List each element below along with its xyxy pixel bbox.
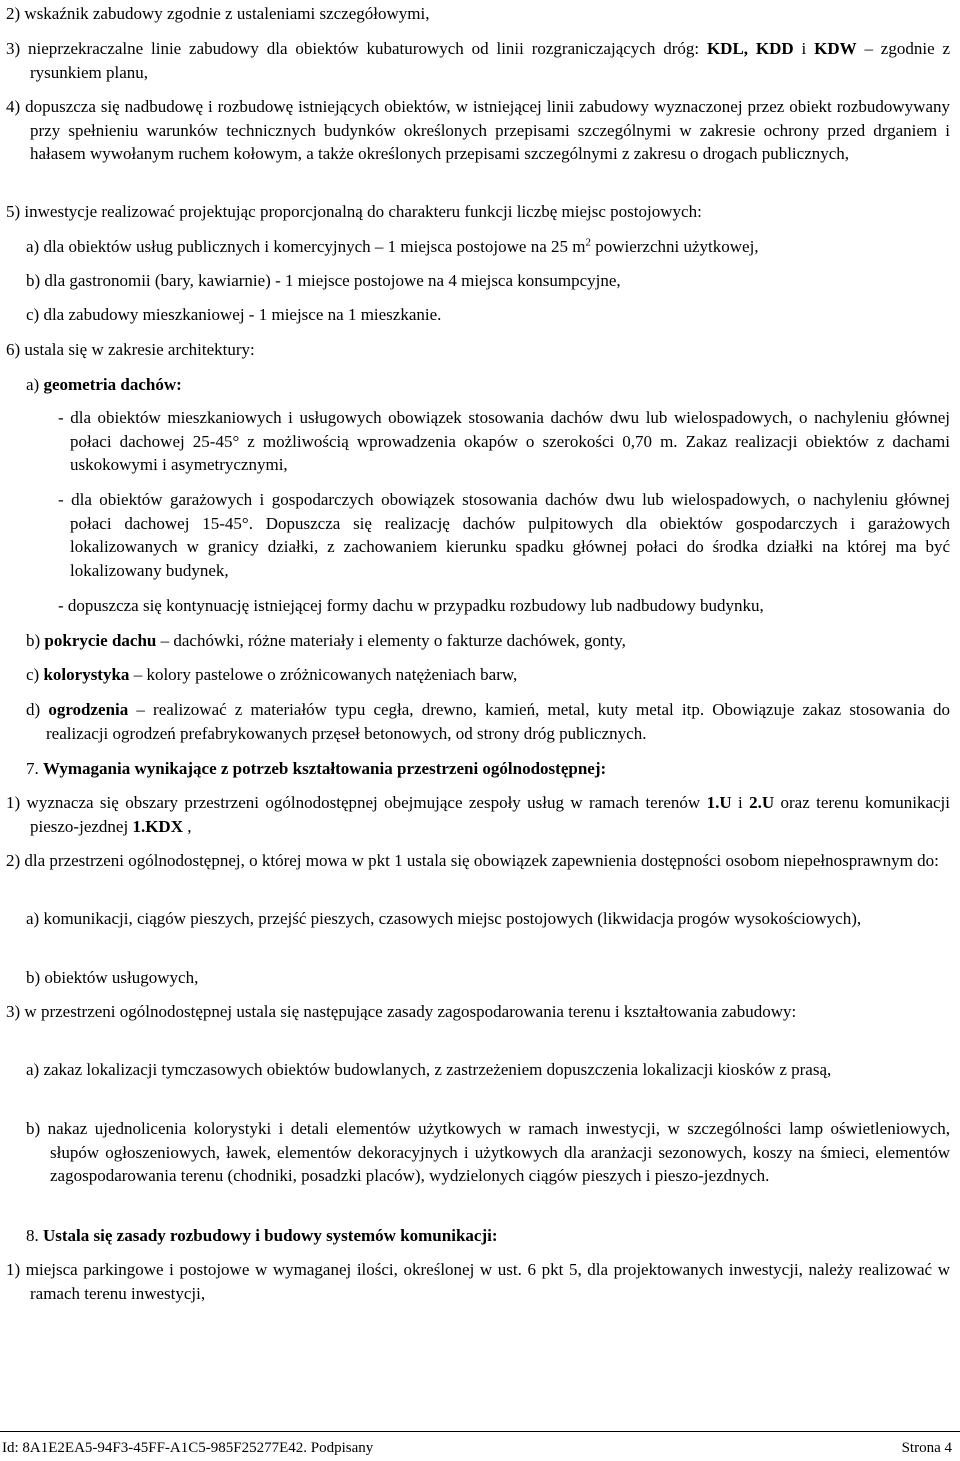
item-5a: a) dla obiektów usług publicznych i komercyjnych – 1 miejsca postojowe na 25 $m^2$ powierzchni użytkowej, [26, 236, 759, 256]
item-7-3: 3) w przestrzeni ogólnodostępnej ustala się następujące zasady zagospodarowania terenu i kształtowania zabudowy: [6, 1002, 797, 1021]
item-6c: c) kolorystyka – kolory pastelowe o zróżnicowanych natężeniach barw, [26, 665, 518, 684]
heading-7: 7. Wymagania wynikające z potrzeb kształtowania przestrzeni ogólnodostępnej: [26, 759, 607, 778]
item-8-1: 1) miejsca parkingowe i postojowe w wymaganej ilości, określonej w ust. 6 pkt 5, dla projektowanych inwestycji, należy realizować w ramach terenu inwestycji, [6, 1260, 950, 1303]
item-6a: a) geometria dachów: [26, 375, 182, 394]
item-7-1: 1) wyznacza się obszary przestrzeni ogólnodostępnej obejmujące zespoły usług w ramach terenów 1.U i 2.U oraz terenu komunikacji pieszo-jezdnej 1.KDX , [6, 793, 950, 836]
item-5b: b) dla gastronomii (bary, kawiarnie) - 1 miejsce postojowe na 4 miejsca konsumpcyjne, [26, 271, 621, 290]
item-3: 3) nieprzekraczalne linie zabudowy dla obiektów kubaturowych od linii rozgraniczających dróg: KDL, KDD i KDW – zgodnie z rysunkiem planu, [6, 39, 951, 82]
footer-divider [0, 1431, 960, 1432]
item-5c: c) dla zabudowy mieszkaniowej - 1 miejsce na 1 mieszkanie. [26, 305, 442, 324]
item-6: 6) ustala się w zakresie architektury: [6, 340, 255, 359]
item-7-2b: b) obiektów usługowych, [26, 968, 199, 987]
heading-8: 8. Ustala się zasady rozbudowy i budowy systemów komunikacji: [26, 1226, 498, 1245]
item-2: 2) wskaźnik zabudowy zgodnie z ustaleniami szczegółowymi, [6, 4, 430, 23]
footer-page-number: Strona 4 [901, 1440, 952, 1456]
item-6a-roof-garage: - dla obiektów garażowych i gospodarczych obowiązek stosowania dachów dwu lub wielospadowych, o nachyleniu głównej połaci dachowej 15-45°. Dopuszcza się realizację dachów pulpitowych dla obiektów gospodarczych i garażowych lokalizowanych w granicy działki, z zachowaniem kierunku spadku głównej połaci do środka działki na której ma być lokalizowany budynek, [58, 490, 950, 580]
item-6a-roof-continuation: - dopuszcza się kontynuację istniejącej formy dachu w przypadku rozbudowy lub nadbudowy budynku, [58, 596, 764, 615]
item-5: 5) inwestycje realizować projektując proporcjonalną do charakteru funkcji liczbę miejsc postojowych: [6, 202, 702, 221]
item-4: 4) dopuszcza się nadbudowę i rozbudowę istniejących obiektów, w istniejącej linii zabudowy wyznaczonej przez obiekt rozbudowywany przy spełnieniu warunków technicznych budynków określonych przepisami szczególnymi w zakresie ochrony przed drganiem i hałasem wywołanym ruchem kołowym, a także określonych przepisami szczególnymi z zakresu o drogach publicznych, [6, 97, 950, 163]
item-6b: b) pokrycie dachu – dachówki, różne materiały i elementy o fakturze dachówek, gonty, [26, 631, 626, 650]
item-7-3a: a) zakaz lokalizacji tymczasowych obiektów budowlanych, z zastrzeżeniem dopuszczenia lokalizacji kiosków z prasą, [26, 1060, 832, 1079]
item-6d: d) ogrodzenia – realizować z materiałów typu cegła, drewno, kamień, metal, kuty metal itp. Obowiązuje zakaz stosowania do realizacji ogrodzeń prefabrykowanych przęseł betonowych, od strony dróg publicznych. [26, 700, 951, 743]
item-7-2: 2) dla przestrzeni ogólnodostępnej, o której mowa w pkt 1 ustala się obowiązek zapewnienia dostępności osobom niepełnosprawnym do: [6, 851, 939, 870]
footer-document-id: Id: 8A1E2EA5-94F3-45FF-A1C5-985F25277E42. Podpisany [2, 1440, 374, 1456]
item-7-3b: b) nakaz ujednolicenia kolorystyki i detali elementów użytkowych w ramach inwestycji, w szczególności lamp oświetleniowych, słupów ogłoszeniowych, ławek, elementów dekoracyjnych i użytkowych dla aranżacji sezonowych, koszy na śmieci, elementów zagospodarowania terenu (chodniki, posadzki placów), wydzielonych ciągów pieszych i pieszo-jezdnych. [26, 1119, 950, 1185]
item-7-2a: a) komunikacji, ciągów pieszych, przejść pieszych, czasowych miejsc postojowych (likwidacja progów wysokościowych), [26, 909, 862, 928]
item-6a-roof-residential: - dla obiektów mieszkaniowych i usługowych obowiązek stosowania dachów dwu lub wielospadowych, o nachyleniu głównej połaci dachowej 25-45° z możliwością wprowadzenia okapów o szerokości 0,70 m. Zakaz realizacji obiektów z dachami uskokowymi i asymetrycznymi, [58, 408, 950, 474]
